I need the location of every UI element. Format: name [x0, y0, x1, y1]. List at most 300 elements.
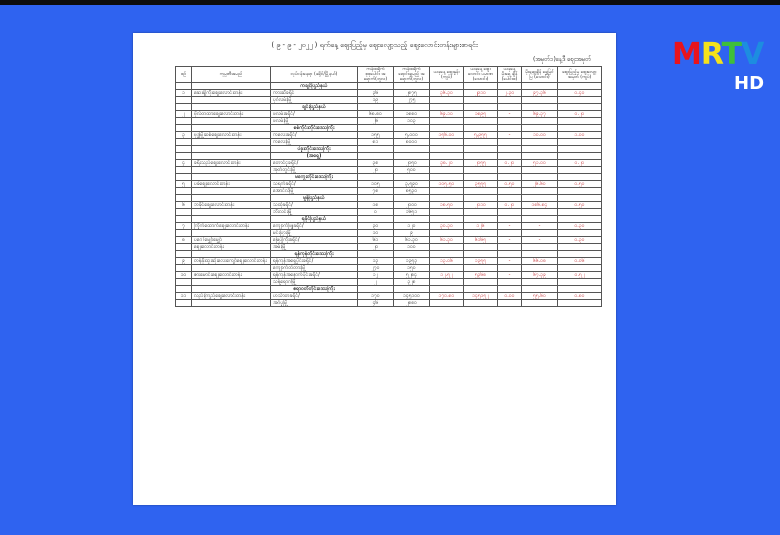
row-no: [176, 118, 192, 125]
section-cell: [430, 146, 464, 153]
row-count-a: ၁၈: [358, 202, 394, 209]
section-title: ချင်းပြည်နယ်: [271, 104, 358, 111]
section-cell: [464, 251, 498, 258]
section-cell: [430, 286, 464, 293]
row-name: [192, 265, 271, 272]
row-price-e: [558, 230, 602, 237]
row-price-b: [464, 167, 498, 174]
section-row: [176, 125, 602, 132]
section-cell: [558, 251, 602, 258]
mrtv-logo-text: MRTV: [672, 37, 764, 72]
row-count-b: ၁၈၈၀: [394, 111, 430, 118]
row-price-d: ၅၁.၀၀: [522, 160, 558, 167]
row-price-b: ၃၅၅၅: [464, 181, 498, 188]
section-cell: [176, 251, 192, 258]
row-location: အင်္ဂပူမြို့: [271, 300, 358, 307]
row-count-b: ၁၀၀: [394, 244, 430, 251]
section-cell: [558, 174, 602, 181]
row-price-a: [430, 97, 464, 104]
section-row: [176, 146, 602, 153]
row-price-b: [464, 209, 498, 216]
table-row: [176, 111, 602, 118]
row-price-c: ၀.၂၀: [498, 202, 522, 209]
table-row: [176, 90, 602, 97]
row-price-d: [522, 139, 558, 146]
row-count-a: ၂၇၀: [358, 265, 394, 272]
row-location: ဖလမ်းမြို့: [271, 118, 358, 125]
section-cell: [394, 146, 430, 153]
row-no: [176, 97, 192, 104]
section-cell: [498, 146, 522, 153]
row-price-e: ၀.၈၀: [558, 293, 602, 300]
section-cell: [430, 104, 464, 111]
section-cell: [358, 216, 394, 223]
row-price-d: [522, 167, 558, 174]
row-price-c: -: [498, 111, 522, 118]
section-cell: [464, 83, 498, 90]
section-cell: [498, 251, 522, 258]
row-name: စျေးလောင်းတန်း: [192, 244, 271, 251]
section-cell: [498, 153, 522, 160]
table-row: [176, 244, 602, 251]
section-cell: [522, 216, 558, 223]
row-price-d: ၅၅.၆၀: [522, 293, 558, 300]
section-cell: [522, 146, 558, 153]
row-count-a: ၃၆: [358, 90, 394, 97]
row-price-c: -: [498, 132, 522, 139]
row-count-a: ၈၁: [358, 139, 394, 146]
row-price-b: [464, 97, 498, 104]
section-cell: [192, 195, 271, 202]
section-cell: [394, 125, 430, 132]
header-price-d: မိုးဆွေ့ချိန် ရွှေမြင်ပြ (သောင်း): [522, 67, 558, 83]
section-cell: [394, 216, 430, 223]
section-title: ကချင်ပြည်နယ်: [271, 83, 358, 90]
section-cell: [192, 153, 271, 160]
row-no: ၂: [176, 111, 192, 118]
row-price-d: [522, 265, 558, 272]
row-count-b: ၂၇၅: [394, 97, 430, 104]
row-location: ပုဂ်ံလမ်းမြို့: [271, 97, 358, 104]
section-cell: [522, 83, 558, 90]
row-location: အမ်းမြို့: [271, 244, 358, 251]
section-cell: [176, 153, 192, 160]
table-row: [176, 209, 602, 216]
row-price-d: [522, 209, 558, 216]
table-row: [176, 160, 602, 167]
row-price-e: ၀.၃၀: [558, 223, 602, 230]
row-price-a: [430, 244, 464, 251]
row-price-e: [558, 118, 602, 125]
header-price-b: ယခုနေ့ စျေးလောင်း ပမာဏ (သောင်း): [464, 67, 498, 83]
row-price-d: -: [522, 237, 558, 244]
table-row: [176, 237, 602, 244]
row-price-d: ၁၀.၀၀: [522, 132, 558, 139]
section-cell: [558, 146, 602, 153]
section-cell: [464, 146, 498, 153]
section-cell: [522, 251, 558, 258]
row-name: ပခဲစျေးလောင်းတန်း: [192, 181, 271, 188]
section-row: [176, 286, 602, 293]
section-cell: [558, 286, 602, 293]
row-price-e: ၀.၄၀: [558, 90, 602, 97]
row-count-b: ၁၆၅၁: [394, 209, 430, 216]
section-row: [176, 104, 602, 111]
section-cell: [522, 125, 558, 132]
table-row: [176, 272, 602, 279]
row-price-c: ၀.၅၀: [498, 181, 522, 188]
table-row: [176, 258, 602, 265]
section-cell: [176, 104, 192, 111]
header-no: စဉ်: [176, 67, 192, 83]
row-name: ခရီးသည်စျေးလောင်းတန်း: [192, 160, 271, 167]
row-price-b: [464, 279, 498, 286]
section-cell: [192, 104, 271, 111]
row-location: အောင်လံမြို့: [271, 188, 358, 195]
row-name: [192, 209, 271, 216]
row-price-c: [498, 230, 522, 237]
table-row: [176, 293, 602, 300]
row-price-b: ၁၂၆: [464, 223, 498, 230]
row-count-a: ၁၇၀: [358, 293, 394, 300]
table-row: [176, 139, 602, 146]
section-cell: [176, 216, 192, 223]
row-price-e: ၀.၂၀: [558, 160, 602, 167]
header-location: လုပ်ငန်းနေရာ (ခရိုင်/မြို့နယ်): [271, 67, 358, 83]
row-no: [176, 300, 192, 307]
section-cell: [358, 104, 394, 111]
row-price-d: [522, 97, 558, 104]
row-name: ကြိုက်ထောက်စျေးလောင်းတန်း: [192, 223, 271, 230]
section-cell: [464, 286, 498, 293]
row-price-a: ၁၂.၅၂: [430, 272, 464, 279]
section-cell: [394, 286, 430, 293]
row-price-a: [430, 209, 464, 216]
row-price-c: [498, 188, 522, 195]
table-row: [176, 118, 602, 125]
row-count-a: ၂၆: [358, 118, 394, 125]
row-no: ၃: [176, 132, 192, 139]
row-price-e: [558, 209, 602, 216]
section-cell: [522, 286, 558, 293]
section-cell: [522, 104, 558, 111]
row-price-a: ၆၉.၁၀: [430, 111, 464, 118]
row-price-c: [498, 167, 522, 174]
section-cell: [394, 153, 430, 160]
section-cell: [430, 216, 464, 223]
row-price-c: [498, 97, 522, 104]
section-cell: [394, 195, 430, 202]
section-cell: [176, 195, 192, 202]
row-location: ဘီးလင်းမြို့: [271, 209, 358, 216]
row-price-a: ၁၅၆.၀၀: [430, 132, 464, 139]
section-title: ရခိုင်ပြည်နယ်: [271, 216, 358, 223]
section-cell: [358, 153, 394, 160]
section-cell: [498, 286, 522, 293]
table-header-row: [176, 67, 602, 83]
row-name: ဗိုလ်တထာစျေးလောင်းတန်း: [192, 111, 271, 118]
row-name: [192, 139, 271, 146]
row-price-c: [498, 244, 522, 251]
section-cell: [394, 83, 430, 90]
section-cell: [522, 153, 558, 160]
section-cell: [464, 195, 498, 202]
row-price-d: ၆၉.၃၇: [522, 111, 558, 118]
row-price-c: -: [498, 272, 522, 279]
table-body: [176, 83, 602, 307]
row-price-a: ၁၇၀.၈၀: [430, 293, 464, 300]
row-no: ၆: [176, 202, 192, 209]
section-cell: [558, 104, 602, 111]
row-price-a: ၃၀.၃၀: [430, 223, 464, 230]
section-title: မွန်ပြည်နယ်: [271, 195, 358, 202]
row-price-b: ၅,၉၅၅: [464, 132, 498, 139]
row-location: ကျောက်ဖြူခရိုင်/: [271, 223, 358, 230]
row-price-c: [498, 279, 522, 286]
section-title: (အရှေ့): [271, 153, 358, 160]
section-cell: [358, 174, 394, 181]
section-cell: [192, 125, 271, 132]
row-no: [176, 188, 192, 195]
header-count-a: ကန်ထရိုက်စုစုပေါင်း အရောက်(ဘူလ): [358, 67, 394, 83]
row-no: ၇: [176, 223, 192, 230]
section-cell: [394, 174, 430, 181]
section-cell: [558, 216, 602, 223]
top-bar: [0, 0, 780, 5]
row-count-b: ၉: [394, 230, 430, 237]
mrtv-hd-logo: [672, 37, 772, 98]
row-location: မင်းပြားမြို့: [271, 230, 358, 237]
row-count-b: ၂၀၀၀: [394, 202, 430, 209]
row-count-b: ၁၀၃: [394, 118, 430, 125]
row-price-d: [522, 188, 558, 195]
row-name: တန်ခိုးထူးဆုံးလေးကျော်စျေးလောင်းတန်း: [192, 258, 271, 265]
row-price-b: [464, 139, 498, 146]
document-unit-note: (အမှတ်၁)နေ့ဒီ စျေးအမှတ်: [533, 56, 592, 63]
row-price-c: -: [498, 258, 522, 265]
row-price-b: [464, 244, 498, 251]
section-cell: [358, 286, 394, 293]
row-no: [176, 209, 192, 216]
row-name: [192, 279, 271, 286]
row-count-a: ၁၉: [358, 97, 394, 104]
row-price-a: [430, 265, 464, 272]
section-cell: [498, 104, 522, 111]
section-row: [176, 251, 602, 258]
section-cell: [558, 195, 602, 202]
row-price-e: ၀.၅၀: [558, 202, 602, 209]
row-price-c: ၀.၀၀: [498, 293, 522, 300]
row-no: [176, 279, 192, 286]
row-price-b: [464, 230, 498, 237]
header-count-b: ကန်ထရိုက် ရောင်းချမည့် အရောက်(ဘူလ): [394, 67, 430, 83]
section-row: [176, 195, 602, 202]
row-location: ကလေးမြို့: [271, 139, 358, 146]
row-count-b: ၂၈၈၀: [394, 300, 430, 307]
row-no: ၈: [176, 237, 192, 244]
row-count-a: ၁၂: [358, 272, 394, 279]
row-price-a: ၁၀၅.၅၀: [430, 181, 464, 188]
section-title: ရန်ကုန်တိုင်းဒေသကြီး: [271, 251, 358, 258]
row-name: [192, 97, 271, 104]
section-cell: [498, 195, 522, 202]
row-price-d: ၁၈၆.၈၄: [522, 202, 558, 209]
document-title: ( ၉ - ၉ - ၂၀၂၂ ) ရက်နေ့ စျေးပြည့်မှ စျေးလျော့သည့် စျေးလောင်းတန်းများစာရင်း: [271, 41, 478, 49]
section-cell: [192, 146, 271, 153]
section-cell: [430, 251, 464, 258]
section-row: [176, 83, 602, 90]
row-price-b: ၁၄၅၁၅၂: [464, 293, 498, 300]
row-price-b: [464, 118, 498, 125]
row-price-d: [522, 230, 558, 237]
section-cell: [358, 251, 394, 258]
row-price-e: [558, 167, 602, 174]
section-title: မကွေးတိုင်းဒေသကြီး: [271, 174, 358, 181]
row-price-e: ၁.၀၀: [558, 132, 602, 139]
row-count-a: ၂၀: [358, 167, 394, 174]
row-price-d: [522, 244, 558, 251]
section-cell: [358, 83, 394, 90]
row-no: ၁၁: [176, 293, 192, 300]
row-price-e: ၀.၀၆: [558, 258, 602, 265]
row-count-a: ၁၅၅: [358, 132, 394, 139]
row-count-a: ၁၀: [358, 230, 394, 237]
row-price-b: ၁၃၅၅: [464, 258, 498, 265]
row-count-a: ၇၈: [358, 188, 394, 195]
row-count-b: ၂၀၅၀: [394, 160, 430, 167]
section-cell: [176, 146, 192, 153]
section-cell: [498, 125, 522, 132]
row-location: သရက်ခရိုင်/: [271, 181, 358, 188]
section-row: [176, 153, 602, 160]
row-price-b: [464, 300, 498, 307]
section-cell: [430, 125, 464, 132]
row-count-b: ၈၅၃၀: [394, 188, 430, 195]
row-count-a: ၆၁: [358, 237, 394, 244]
row-location: မြေပုံကြီးခရိုင်/: [271, 237, 358, 244]
section-cell: [430, 153, 464, 160]
row-count-a: ၃၀: [358, 223, 394, 230]
section-cell: [464, 153, 498, 160]
row-count-b: ၁၅၀: [394, 265, 430, 272]
row-price-b: ၂၉၁၀: [464, 90, 498, 97]
row-price-c: [498, 265, 522, 272]
section-cell: [498, 174, 522, 181]
section-cell: [430, 195, 464, 202]
row-name: [192, 300, 271, 307]
section-cell: [464, 174, 498, 181]
row-price-a: [430, 188, 464, 195]
row-price-b: ၅၃၆၈: [464, 272, 498, 279]
row-price-e: [558, 188, 602, 195]
row-count-a: ၂၀: [358, 244, 394, 251]
section-cell: [430, 83, 464, 90]
table-row: [176, 265, 602, 272]
row-location: တောင်ငူခရိုင်/: [271, 160, 358, 167]
section-title: စစ်ကိုင်းတိုင်းဒေသကြီး: [271, 125, 358, 132]
section-cell: [192, 216, 271, 223]
row-location: သန့်ရောဂါမြို့: [271, 279, 358, 286]
row-price-a: ၁၃.၀၆: [430, 258, 464, 265]
header-price-c: ယခုနေ့ မိုးရေ ချိန် (ပေါင်းစ): [498, 67, 522, 83]
row-no: ၉: [176, 258, 192, 265]
row-count-b: ၁၂၀: [394, 223, 430, 230]
row-price-a: [430, 300, 464, 307]
row-name: လည်းကြည့်စျေးလောင်းတန်း: [192, 293, 271, 300]
row-price-e: [558, 265, 602, 272]
row-name: [192, 188, 271, 195]
row-price-a: [430, 230, 464, 237]
row-price-d: [522, 300, 558, 307]
row-price-a: [430, 139, 464, 146]
section-cell: [358, 125, 394, 132]
row-price-d: ၉၇.၃၆: [522, 90, 558, 97]
table-row: [176, 300, 602, 307]
row-price-e: ၀.၅၂: [558, 272, 602, 279]
section-cell: [558, 83, 602, 90]
row-price-c: [498, 139, 522, 146]
row-price-e: [558, 279, 602, 286]
row-price-e: ၀.၂၀: [558, 111, 602, 118]
row-count-a: ၂: [358, 279, 394, 286]
row-location: ဖလမ်းခရိုင်/: [271, 111, 358, 118]
row-price-b: [464, 188, 498, 195]
section-cell: [558, 153, 602, 160]
row-location: ဟင်္သာတခရိုင်/: [271, 293, 358, 300]
row-location: ကျောက်တံတားမြို့: [271, 265, 358, 272]
row-price-c: [498, 209, 522, 216]
row-price-e: [558, 97, 602, 104]
row-name: ဇားမောင်းစျေးလောင်းတန်း: [192, 272, 271, 279]
section-cell: [558, 125, 602, 132]
row-count-b: ၃,၅၉၀: [394, 181, 430, 188]
row-price-e: [558, 244, 602, 251]
row-price-a: [430, 167, 464, 174]
row-price-c: [498, 118, 522, 125]
row-count-b: ၂၈၇၅: [394, 90, 430, 97]
row-name: ဆေးရုံကြီးစျေးလောင်းတန်း: [192, 90, 271, 97]
row-price-a: ၃၈.၂၀: [430, 160, 464, 167]
row-price-d: [522, 118, 558, 125]
row-price-e: [558, 300, 602, 307]
row-name: ပဂေါ်မျှော်မျှော်: [192, 237, 271, 244]
section-cell: [192, 251, 271, 258]
section-cell: [464, 104, 498, 111]
row-price-c: [498, 300, 522, 307]
table-row: [176, 230, 602, 237]
section-cell: [176, 174, 192, 181]
row-no: ၁: [176, 90, 192, 97]
section-cell: [176, 286, 192, 293]
row-count-a: ၃၈: [358, 160, 394, 167]
row-location: ကားဆီခရိုင်: [271, 90, 358, 97]
row-count-b: ၃၂၈: [394, 279, 430, 286]
row-count-b: ၅၀၀: [394, 167, 430, 174]
row-price-c: ၂.၃၀: [498, 90, 522, 97]
row-price-d: -: [522, 223, 558, 230]
row-name: [192, 118, 271, 125]
section-cell: [394, 104, 430, 111]
row-count-a: ၀: [358, 209, 394, 216]
row-price-e: ၀.၅၀: [558, 181, 602, 188]
row-no: [176, 244, 192, 251]
row-count-b: ၅,၀၀၀: [394, 132, 430, 139]
row-price-a: [430, 279, 464, 286]
row-name: [192, 167, 271, 174]
row-count-b: ၈၀၀၀: [394, 139, 430, 146]
row-count-b: ၁၃၅၃: [394, 258, 430, 265]
section-title: ဧရာဝတီတိုင်းဒေသကြီး: [271, 286, 358, 293]
